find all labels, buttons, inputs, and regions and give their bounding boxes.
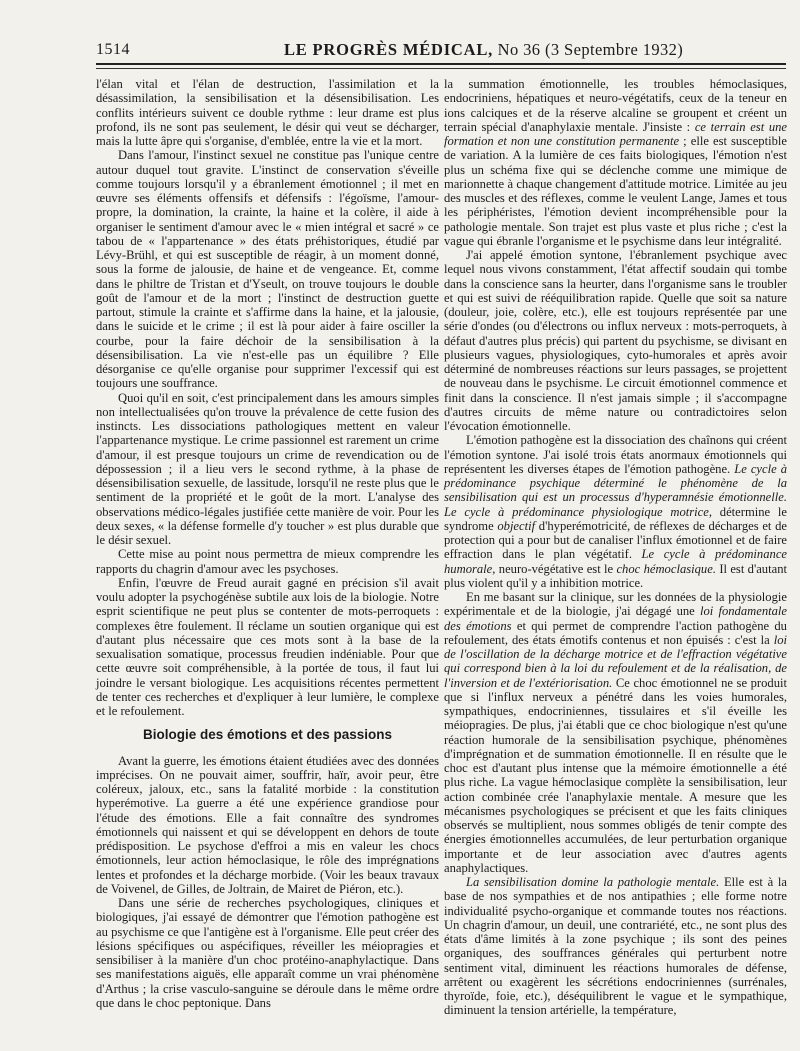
text-run: En me basant sur la clinique, sur les données de la physiologie expérimentale et de la biologie, j'ai dégagé une — [444, 590, 787, 619]
paragraph: Cette mise au point nous permettra de mieux comprendre les rapports du chagrin d'amour avec les psychoses. — [96, 547, 439, 576]
italic-run: choc hémoclasique. — [616, 561, 716, 576]
issue-info: No 36 (3 Septembre 1932) — [497, 40, 684, 59]
running-header — [96, 37, 786, 65]
right-column — [444, 77, 787, 1018]
paragraph: J'ai appelé émotion syntone, l'ébranlement psychique avec lequel nous vivons constamment, l'état affectif soudain qui tombe dans la conscience sans la heurter, dans l'organisme sans le troubler et qui est suivi de rééquilibration rapide. Quelle que soit sa nature (douleur, joie, colère, etc.), elle est toujours représentée par une série d'ondes (ou d'électrons ou influx nerveux : mots-perroquets, à défaut d'autres plus précis) qui partent du psychisme, se divisant en plusieurs vagues, physiologiques, cyto-humorales et après avoir déterminé de nombreuses réactions sur leurs passages, se projettent de nouveau dans le psychisme. Le circuit émotionnel commence et finit dans la conscience. Il n'est jamais simple ; il s'accompagne d'autres circuits de même nature ou contradictoires selon l'évocation émotionnelle. — [444, 248, 787, 433]
page-number: 1514 — [96, 41, 130, 58]
text-run: Ce choc émotionnel ne se produit que si l'influx nerveux a pénétré dans les voies humorales, sympathiques, endocriniennes, tissulaires et s'il éveille les méiopragies. De plus, j'ai établi que ce choc biologique n'est qu'une réaction humorale de la sensibilisation psychique, phénomènes d'imprégnation et de summation émotionnelle. Il en résulte que le choc est d'autant plus intense que la mémoire émotionnelle a été plus riche. La vague hémoclasique complète la sensibilisation, leur action combinée crée l'anaphylaxie mentale. A mesure que les mécanismes psychologiques se précisent et que les faits cliniques observés se multiplient, nous sommes obligés de tenir compte des énergies émotionnelles accumulées, de leur perturbation organique importante et de leur association avec d'autres agents anaphylactiques. — [444, 675, 787, 875]
paragraph: Quoi qu'il en soit, c'est principalement dans les amours simples non intellectualisées qu'on trouve la prévalence de cette fusion des instincts. Les dissociations pathologiques mettent en valeur l'appartenance mystique. Le crime passionnel est rarement un crime d'amour, il est presque toujours un crime de revendication ou de dépossession ; il a lieu vers le second rythme, à la phase de désensibilisation sexuelle, de lassitude, lorsqu'il ne reste plus que le sentiment de la propriété et le goût de la mort. L'analyse des observations médico-légales justifiée cette manière de voir. Pour les deux sexes, « la défense formelle d'y toucher » est plus durable que le désir sexuel. — [96, 390, 439, 547]
text-run: et qui permet de comprendre l'action pathogène du refoulement, des états émotifs contenus et non épuisés : c'est la — [444, 618, 787, 647]
text-run: d'hyperémotricité, de réflexes de décharges et de protection qui a pour but de canaliser l'influx émotionnel et de faire effraction dans le plan végétatif. — [444, 518, 787, 562]
paragraph: Dans l'amour, l'instinct sexuel ne constitue pas l'unique centre autour duquel tout gravite. L'instinct de conservation s'éveille comme toujours lorsqu'il y a ébranlement émotionnel ; il met en œuvre ses éléments offensifs et défensifs : l'égoïsme, l'amour-propre, la domination, la crainte, la haine et la colère, il aide à organiser le sentiment d'amour avec le « mien intégral et sacré » ce tabou de « l'appartenance » des états préhistoriques, étudié par Lévy-Brühl, et qui est susceptible de réagir, à un moment donné, sous la forme de jalousie, de haine et de vengeance. Et, comme dans le philtre de Tristan et d'Yseult, on trouve toujours le double goût de l'amour et de la mort ; l'instinct de destruction guette partout, stimule la crainte et s'affirme dans la haine, et la jalousie, dans le suicide et le crime ; il est là pour aider à faire osciller la courbe, pour la faire déchoir de la sensibilisation à la désensibilisation. La vie n'est-elle pas un équilibre ? Elle désorganise ce qu'elle organise pour supprimer l'excessif qui est toujours une souffrance. — [96, 148, 439, 391]
italic-run: La sensibilisation domine la pathologie mentale. — [466, 875, 720, 889]
italic-run: objectif — [497, 518, 536, 533]
paragraph — [444, 433, 787, 590]
paragraph — [444, 590, 787, 875]
header-rule — [96, 68, 786, 69]
paragraph: Avant la guerre, les émotions étaient étudiées avec des données imprécises. On ne pouvait aimer, souffrir, haïr, avoir peur, être coléreux, jaloux, etc., sans la fatalité morbide : la constitution hyperémotive. La guerre a été une expérience grandiose pour l'étude des émotions. Elle a fait connaître des syndromes émotionnels qui naissent et qui se développent en dehors de toute prédisposition. Le psychose d'effroi a mis en valeur les chocs émotionnels, leur action hémoclasique, le rôle des imprégnations lentes et profondes et la décharge morbide. (Voir les beaux travaux de Voivenel, de Gilles, de Joltrain, de Mairet de Piéron, etc.). — [96, 753, 439, 896]
text-run: détermine le syndrome — [444, 504, 788, 533]
paragraph: l'élan vital et l'élan de destruction, l'assimilation et la désassimilation, la sensibilisation et la désensibilisation. Les conflits intérieurs suivent ce double rythme : leur drame est plus profond, ils ne sont pas seulement, le désir qui veut se décharger, mais la lutte âpre qui s'organise, d'emblée, entre la vie et la mort. — [96, 77, 439, 148]
text-run: Il est d'autant plus violent qu'il y a inhibition motrice. — [444, 561, 787, 590]
italic-run: loi de l'oscillation de la décharge motrice et de l'effraction végétative qui correspond bien à la loi du refoulement et de la réalisation, de l'inversion et de l'extériorisation. — [444, 632, 787, 690]
italic-run: Le cycle à prédominance humorale, — [444, 547, 787, 576]
text-run: L'émotion pathogène est la dissociation des chaînons qui créent l'émotion syntone. J'ai isolé trois états anormaux émotionnels qui représentent les diverses étapes de l'émotion pathogène. — [444, 433, 787, 476]
paragraph: Dans une série de recherches psychologiques, cliniques et biologiques, j'ai essayé de démontrer que l'émotion pathogène est au psychisme ce que l'antigène est à l'organisme. Elle peut créer des lésions spécifiques ou aspécifiques, réveiller les méiopragies et sensibiliser à la manière d'un choc protéino-anaphylactique. Dans ses manifestations aiguës, elle apparaît comme un vrai phénomène d'Arthus ; la crise vasculo-sanguine se déroule dans le même ordre que dans le choc peptonique. Dans — [96, 896, 439, 1010]
italic-run: loi fondamentale des émotions — [444, 604, 787, 633]
text-run: la summation émotionnelle, les troubles hémoclasiques, endocriniens, hépatiques et neuro-végétatifs, ceux de la teneur en ions calciques et de la réserve alcaline se groupent et créent un terrain spécial d'anaphylaxie mentale. J'insiste : — [444, 77, 787, 134]
text-run: ; elle est susceptible de variation. A la lumière de ces faits biologiques, l'émotion n'est plus un schéma fixe qui se déclenche comme une mimique de marionnette à chaque changement d'attitude motrice. Limitée au jeu des muscles et des réflexes, comme le veulent Lange, James et tous les périphéristes, l'émotion devient incompréhensible pour la pathologie mentale. Son trajet est plus vaste et plus riche ; c'est la vague qui ébranle l'organisme et le psychisme dans leur intégralité. — [444, 134, 787, 248]
left-column — [96, 77, 439, 1010]
italic-run: Le cycle à prédominance psychique déterminé le phénomène de la sensibilisation qui est un processus d'hyperamnésie émotionnelle. Le cycle à prédominance physiologique motrice, — [444, 461, 788, 519]
italic-run: ce terrain est une formation et non une constitution permanente — [444, 119, 787, 148]
journal-title-line — [284, 40, 683, 60]
text-run: neuro-végétative est le — [498, 561, 614, 576]
paragraph — [444, 77, 787, 248]
journal-title: LE PROGRÈS MÉDICAL, — [284, 40, 494, 59]
section-heading: Biologie des émotions et des passions — [142, 727, 393, 743]
paragraph: Enfin, l'œuvre de Freud aurait gagné en précision s'il avait voulu adopter la psychogénèse subtile aux lois de la biologie. Notre esprit scientifique ne peut plus se contenter de mots-perroquets : complexes être foulement. Il réclame un soutien organique qui est d'autant plus nécessaire que ces mots sont à la base de la sexualisation somatique, processus freudien indéniable. Pour que cette œuvre soit compréhensible, à la portée de tous, il faut lui joindre le versant biologique. Les acquisitions récentes permettent de tenter ces recherches et d'expliquer à leur lumière, le complexe et le refoulement. — [96, 575, 439, 718]
paragraph — [444, 875, 787, 1018]
text-run: Elle est à la base de nos sympathies et de nos antipathies ; elle forme notre individualité psycho-organique et commande toutes nos réactions. Un chagrin d'amour, un deuil, une contrariété, etc., ne sont plus des états d'âme limités à la zone psychique ; ils sont des peines organiques, des souffrances générales qui perturbent notre sentiment vital, diminuent les réactions humorales de défense, arrêtent ou exagèrent les sécrétions endocriniennes (surrénales, thyroïde, foie, etc.), déséquilibrent le vague et le sympathique, diminuent la tension artérielle, la température, — [444, 875, 787, 1018]
